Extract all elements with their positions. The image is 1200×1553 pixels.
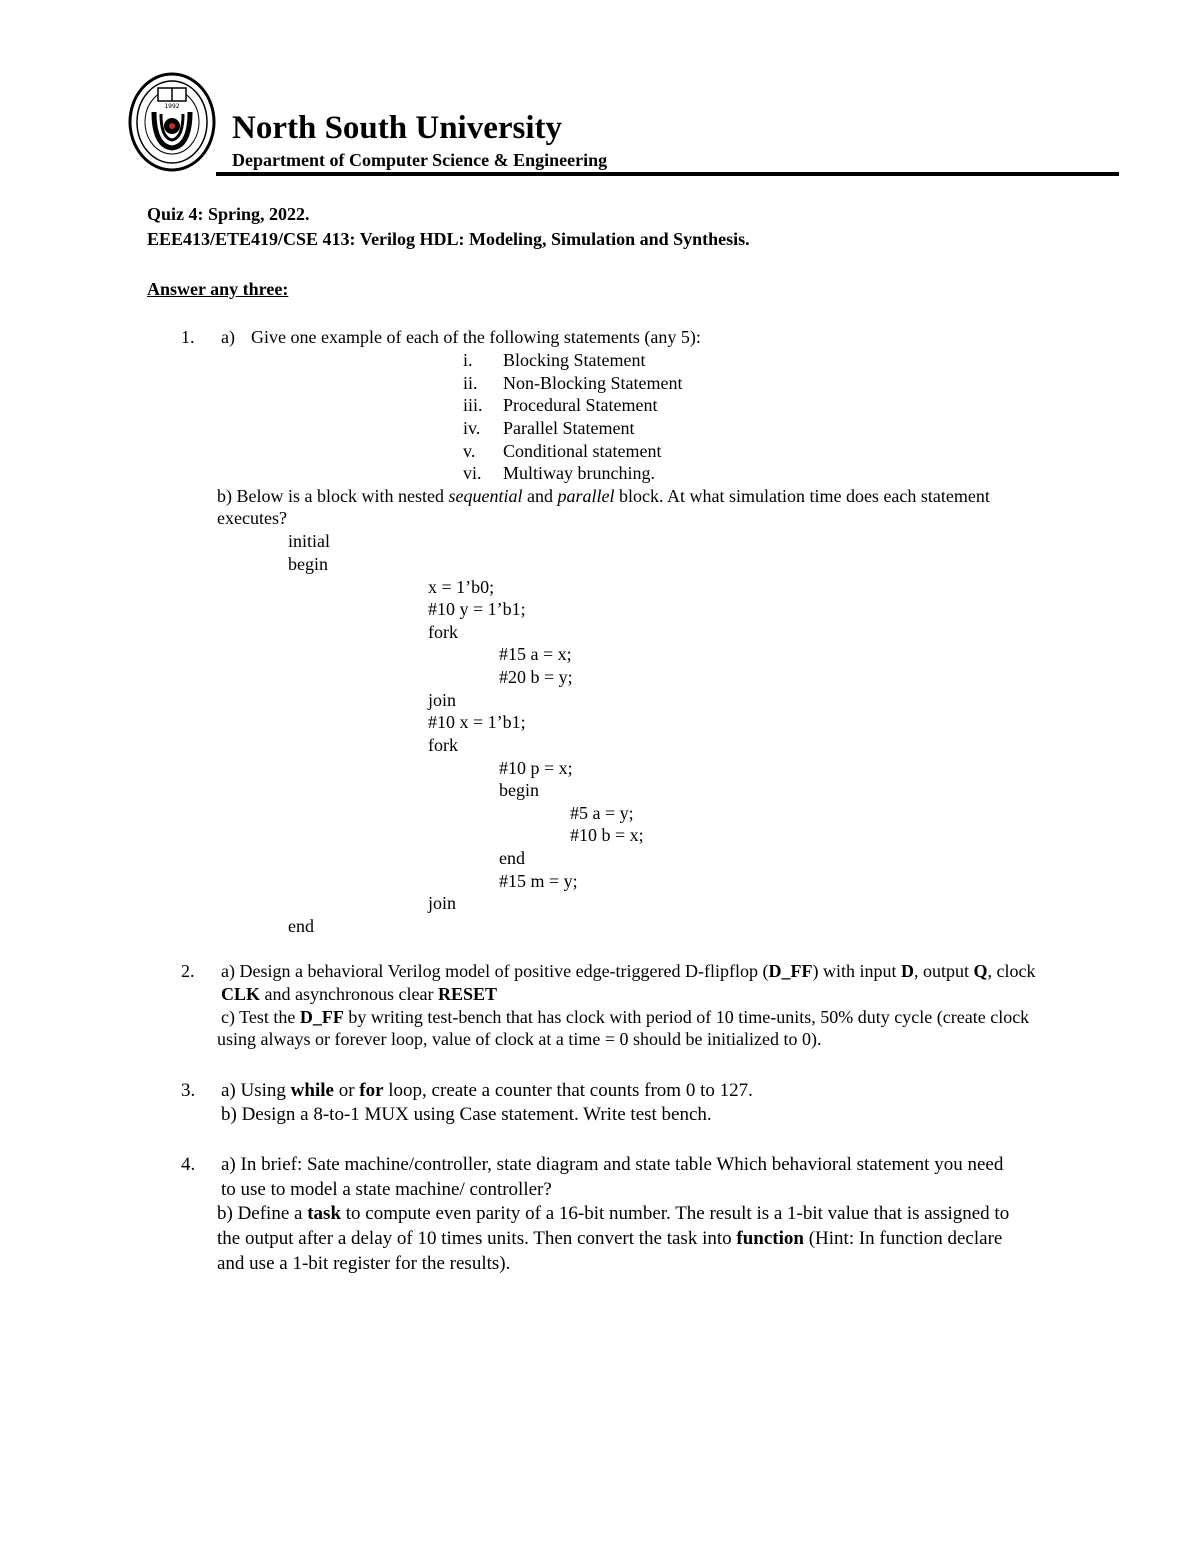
code-line: #15 m = y; [499, 871, 578, 891]
q3b-text: b) Design a 8-to-1 MUX using Case statement. Write test bench. [221, 1104, 712, 1125]
university-seal-icon [128, 72, 216, 172]
q1-item-text: Multiway brunching. [503, 463, 655, 483]
instruction: Answer any three: [147, 279, 289, 299]
code-line: #10 x = 1’b1; [428, 712, 526, 732]
header-rule [216, 172, 1119, 176]
q1a-text: Give one example of each of the following statements (any 5): [251, 327, 701, 347]
q1-item-numeral: iii. [463, 395, 483, 415]
q1-item-numeral: i. [463, 350, 473, 370]
q1-item-text: Parallel Statement [503, 418, 635, 438]
svg-text:1992: 1992 [164, 103, 180, 110]
q2a-text-line2: CLK and asynchronous clear RESET [221, 984, 497, 1004]
q3a-text: a) Using while or for loop, create a counter that counts from 0 to 127. [221, 1080, 753, 1101]
q4b-text-line2: the output after a delay of 10 times units. Then convert the task into function (Hint: In function declare [217, 1228, 1003, 1249]
q4b-text: b) Define a task to compute even parity of a 16-bit number. The result is a 1-bit value that is assigned to [217, 1203, 1010, 1224]
q1a-label: a) [221, 327, 235, 347]
code-line: begin [499, 780, 539, 800]
code-line: x = 1’b0; [428, 577, 495, 597]
q1b-text-line2: executes? [217, 508, 287, 528]
quiz-title: Quiz 4: Spring, 2022. [147, 204, 310, 224]
code-line: end [288, 916, 314, 936]
q2a-text: a) Design a behavioral Verilog model of positive edge-triggered D-flipflop (D_FF) with input D, output Q, clock [221, 961, 1036, 981]
q4b-text-line3: and use a 1-bit register for the results). [217, 1253, 511, 1274]
q2-number: 2. [181, 961, 195, 981]
q4-number: 4. [181, 1154, 196, 1175]
q2c-text: c) Test the D_FF by writing test-bench that has clock with period of 10 time-units, 50% duty cycle (create clock [221, 1007, 1030, 1027]
q1-item-numeral: ii. [463, 373, 478, 393]
code-line: fork [428, 622, 458, 642]
code-line: #20 b = y; [499, 667, 573, 687]
q1-item-numeral: vi. [463, 463, 482, 483]
code-line: join [428, 893, 457, 913]
q1b-text: b) Below is a block with nested sequential and parallel block. At what simulation time does each statement [217, 486, 990, 506]
code-line: end [499, 848, 525, 868]
code-line: join [428, 690, 457, 710]
department-name: Department of Computer Science & Engineering [232, 150, 608, 170]
code-line: fork [428, 735, 458, 755]
q1-number: 1. [181, 327, 195, 347]
code-line: #10 b = x; [570, 825, 644, 845]
q1-item-text: Procedural Statement [503, 395, 658, 415]
code-line: #5 a = y; [570, 803, 634, 823]
q3-number: 3. [181, 1080, 196, 1101]
q1-item-numeral: v. [463, 441, 476, 461]
q1-item-numeral: iv. [463, 418, 481, 438]
university-name: North South University [232, 110, 563, 146]
q1-item-text: Conditional statement [503, 441, 662, 461]
q4a-text: a) In brief: Sate machine/controller, state diagram and state table Which behavioral statement you need [221, 1154, 1004, 1175]
code-line: #10 y = 1’b1; [428, 599, 526, 619]
q1-item-text: Blocking Statement [503, 350, 646, 370]
q4a-text-line2: to use to model a state machine/ controller? [221, 1179, 552, 1200]
course-title: EEE413/ETE419/CSE 413: Verilog HDL: Modeling, Simulation and Synthesis. [147, 229, 750, 249]
q2c-text-line2: using always or forever loop, value of clock at a time = 0 should be initialized to 0). [217, 1029, 822, 1049]
code-line: initial [288, 531, 330, 551]
q1-item-text: Non-Blocking Statement [503, 373, 683, 393]
code-line: #15 a = x; [499, 644, 572, 664]
code-line: begin [288, 554, 328, 574]
code-line: #10 p = x; [499, 758, 573, 778]
